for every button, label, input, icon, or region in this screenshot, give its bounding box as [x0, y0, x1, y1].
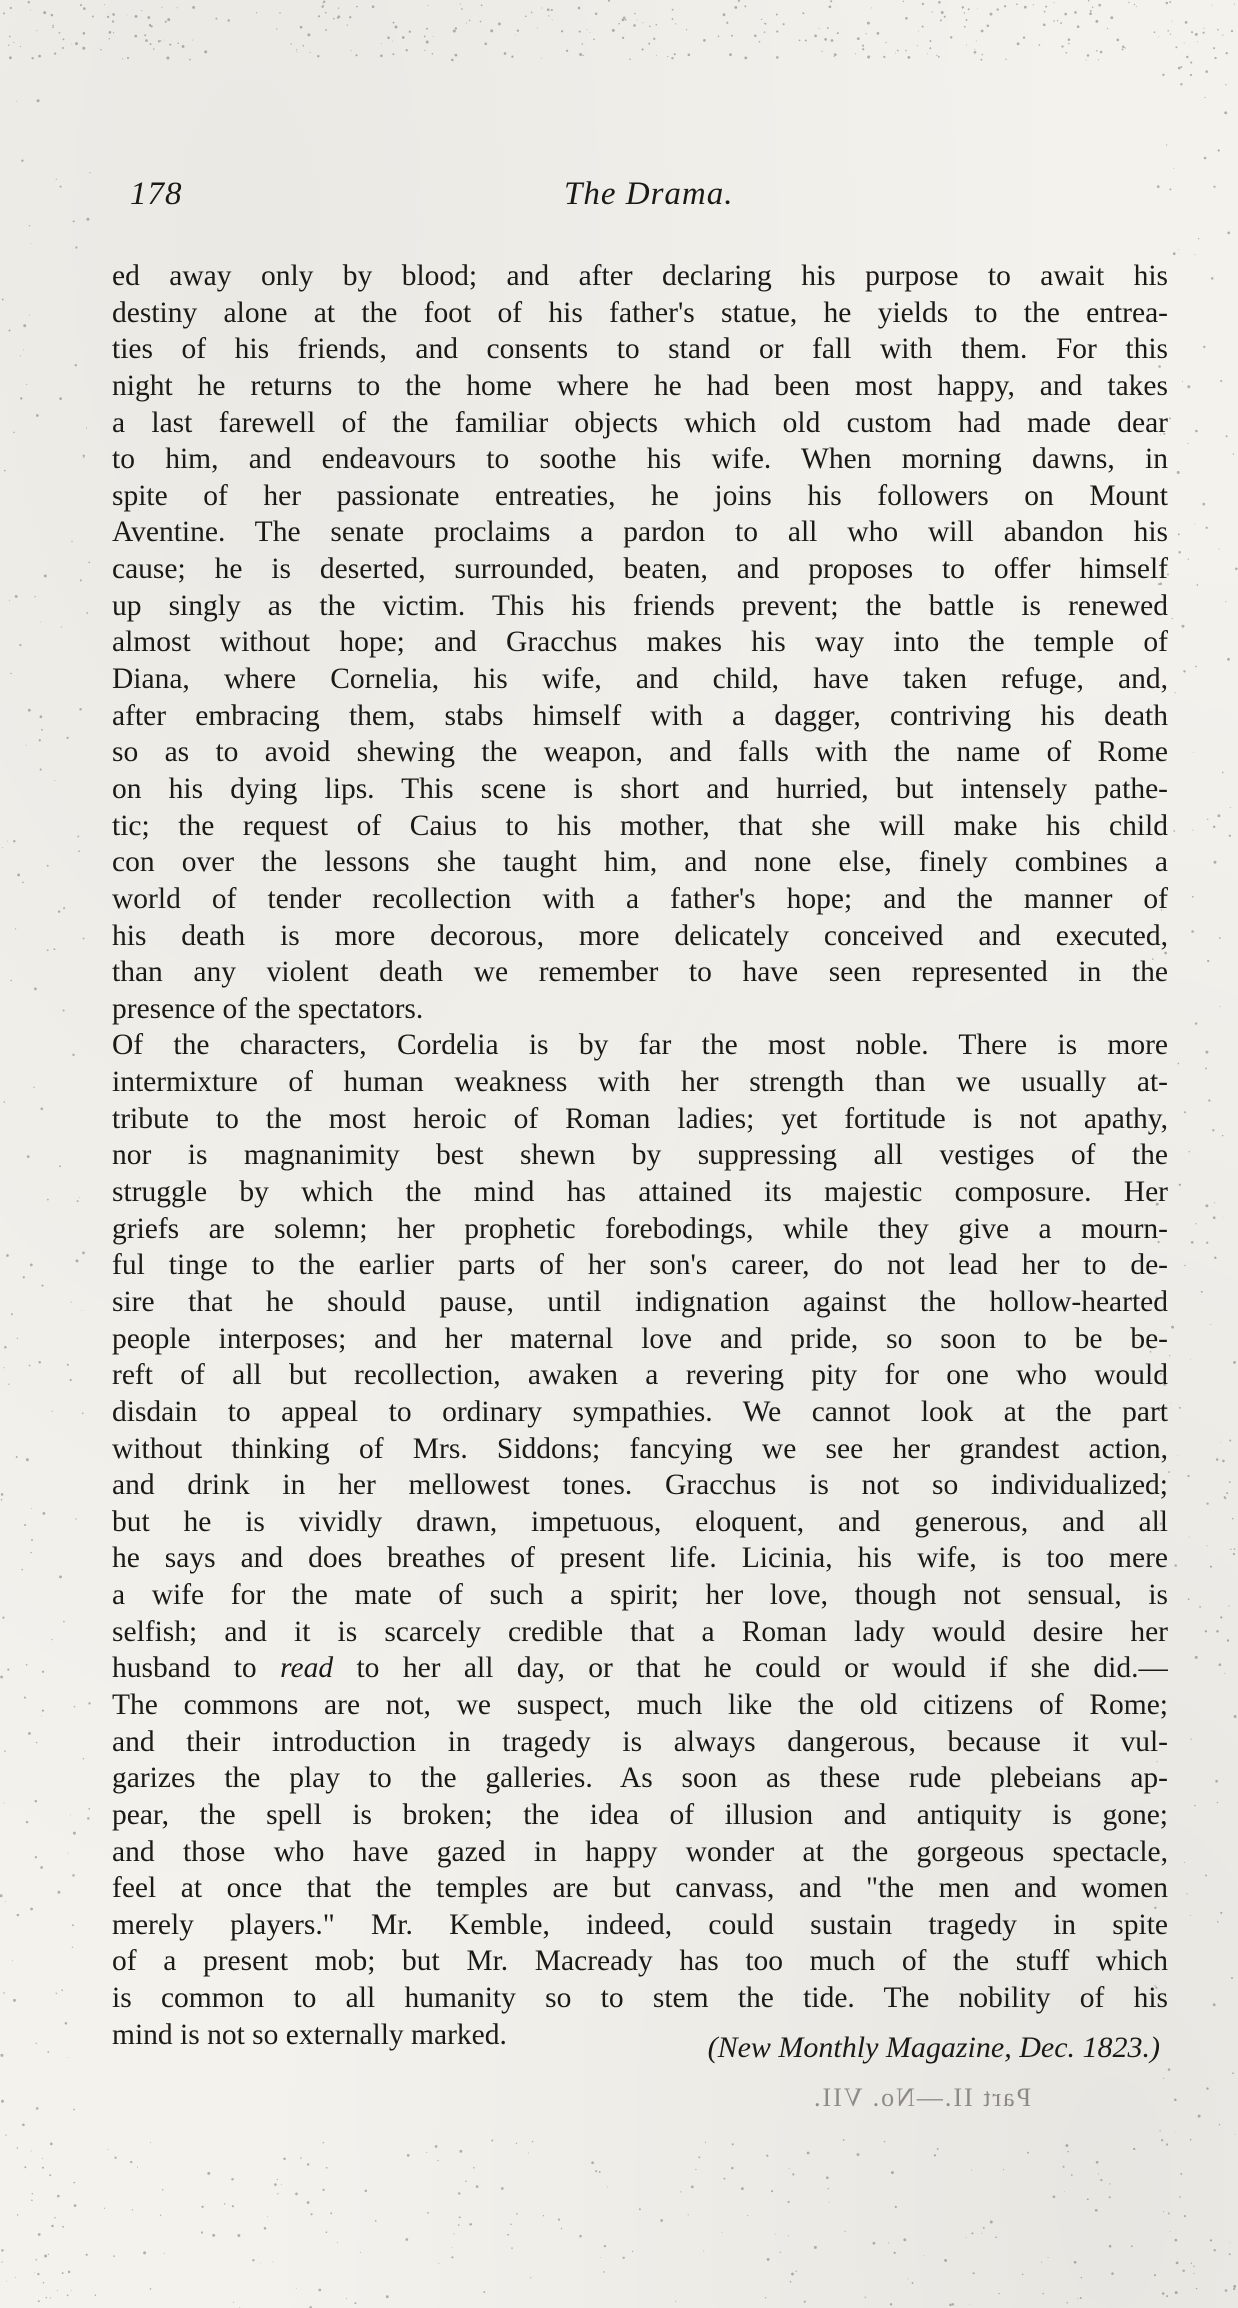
text-line: disdain to appeal to ordinary sympathies. We cannot look at the part	[112, 1395, 1168, 1428]
text-line: Of the characters, Cordelia is by far the most noble. There is more	[112, 1029, 1168, 1062]
text-line: but he is vividly drawn, impetuous, eloquent, and generous, and all	[112, 1505, 1168, 1538]
text-line: ful tinge to the earlier parts of her son's career, do not lead her to de-	[112, 1249, 1168, 1282]
text-line: mind is not so externally marked.	[112, 2018, 507, 2051]
page-number: 178	[130, 176, 183, 212]
text-line: sire that he should pause, until indignation against the hollow-hearted	[112, 1285, 1168, 1318]
text-line: intermixture of human weakness with her strength than we usually at-	[112, 1066, 1168, 1099]
text-line: nor is magnanimity best shewn by suppressing all vestiges of the	[112, 1139, 1168, 1172]
text-line: so as to avoid shewing the weapon, and falls with the name of Rome	[112, 736, 1168, 769]
text-line: of a present mob; but Mr. Macready has too much of the stuff which	[112, 1945, 1168, 1978]
text-line: his death is more decorous, more delicately conceived and executed,	[112, 919, 1168, 952]
text-line: reft of all but recollection, awaken a revering pity for one who would	[112, 1359, 1168, 1392]
text-line: tic; the request of Caius to his mother, that she will make his child	[112, 809, 1168, 842]
text-line: Diana, where Cornelia, his wife, and child, have taken refuge, and,	[112, 663, 1168, 696]
text-line: after embracing them, stabs himself with a dagger, contriving his death	[112, 699, 1168, 732]
text-line: griefs are solemn; her prophetic forebodings, while they give a mourn-	[112, 1212, 1168, 1245]
text-line: and their introduction in tragedy is always dangerous, because it vul-	[112, 1725, 1168, 1758]
text-line: than any violent death we remember to have seen represented in the	[112, 956, 1168, 989]
text-line: is common to all humanity so to stem the tide. The nobility of his	[112, 1982, 1168, 2015]
text-line: husband to read to her all day, or that he could or would if she did.—	[112, 1652, 1168, 1685]
emphasis: read	[280, 1652, 334, 1685]
text-line: presence of the spectators.	[112, 992, 424, 1025]
text-line: on his dying lips. This scene is short and hurried, but intensely pathe-	[112, 772, 1168, 805]
footer-signature-area	[112, 2080, 1168, 2116]
text-line: destiny alone at the foot of his father's statue, he yields to the entrea-	[112, 296, 1168, 329]
text-line: world of tender recollection with a father's hope; and the manner of	[112, 882, 1168, 915]
text-line: feel at once that the temples are but canvass, and "the men and women	[112, 1872, 1168, 1905]
text-line: almost without hope; and Gracchus makes his way into the temple of	[112, 626, 1168, 659]
text-line: The commons are not, we suspect, much like the old citizens of Rome;	[112, 1688, 1168, 1721]
text-line: ties of his friends, and consents to stand or fall with them. For this	[112, 333, 1168, 366]
text-line: selfish; and it is scarcely credible that a Roman lady would desire her	[112, 1615, 1168, 1648]
text-line: up singly as the victim. This his friends prevent; the battle is renewed	[112, 589, 1168, 622]
text-line: tribute to the most heroic of Roman ladies; yet fortitude is not apathy,	[112, 1102, 1168, 1135]
text-line: without thinking of Mrs. Siddons; fancying we see her grandest action,	[112, 1432, 1168, 1465]
text-line: pear, the spell is broken; the idea of illusion and antiquity is gone;	[112, 1798, 1168, 1831]
text-line: he says and does breathes of present life. Licinia, his wife, is too mere	[112, 1542, 1168, 1575]
text-line: and drink in her mellowest tones. Gracchus is not so individualized;	[112, 1469, 1168, 1502]
text-line: people interposes; and her maternal love and pride, so soon to be be-	[112, 1322, 1168, 1355]
text-line: night he returns to the home where he had been most happy, and takes	[112, 369, 1168, 402]
text-line: to him, and endeavours to soothe his wife. When morning dawns, in	[112, 443, 1168, 476]
text-line: ed away only by blood; and after declaring his purpose to await his	[112, 260, 1168, 292]
text-line: a last farewell of the familiar objects which old custom had made dear	[112, 406, 1168, 439]
source-citation: (New Monthly Magazine, Dec. 1823.)	[707, 2031, 1160, 2064]
running-head	[118, 176, 1168, 226]
text-line: spite of her passionate entreaties, he joins his followers on Mount	[112, 479, 1168, 512]
text-line: con over the lessons she taught him, and none else, finely combines a	[112, 846, 1168, 879]
text-line: and those who have gazed in happy wonder at the gorgeous spectacle,	[112, 1835, 1168, 1868]
text-line: a wife for the mate of such a spirit; her love, though not sensual, is	[112, 1579, 1168, 1612]
text-line: Aventine. The senate proclaims a pardon to all who will abandon his	[112, 516, 1168, 549]
running-title: The Drama.	[564, 176, 734, 212]
text-line: struggle by which the mind has attained its majestic composure. Her	[112, 1176, 1168, 1209]
text-line: cause; he is deserted, surrounded, beaten, and proposes to offer himself	[112, 553, 1168, 586]
article-body	[112, 258, 1168, 2053]
text-line: garizes the play to the galleries. As soon as these rude plebeians ap-	[112, 1762, 1168, 1795]
text-line: merely players." Mr. Kemble, indeed, could sustain tragedy in spite	[112, 1908, 1168, 1941]
signature-mark: Part II.—No. VII.	[812, 2083, 1032, 2112]
